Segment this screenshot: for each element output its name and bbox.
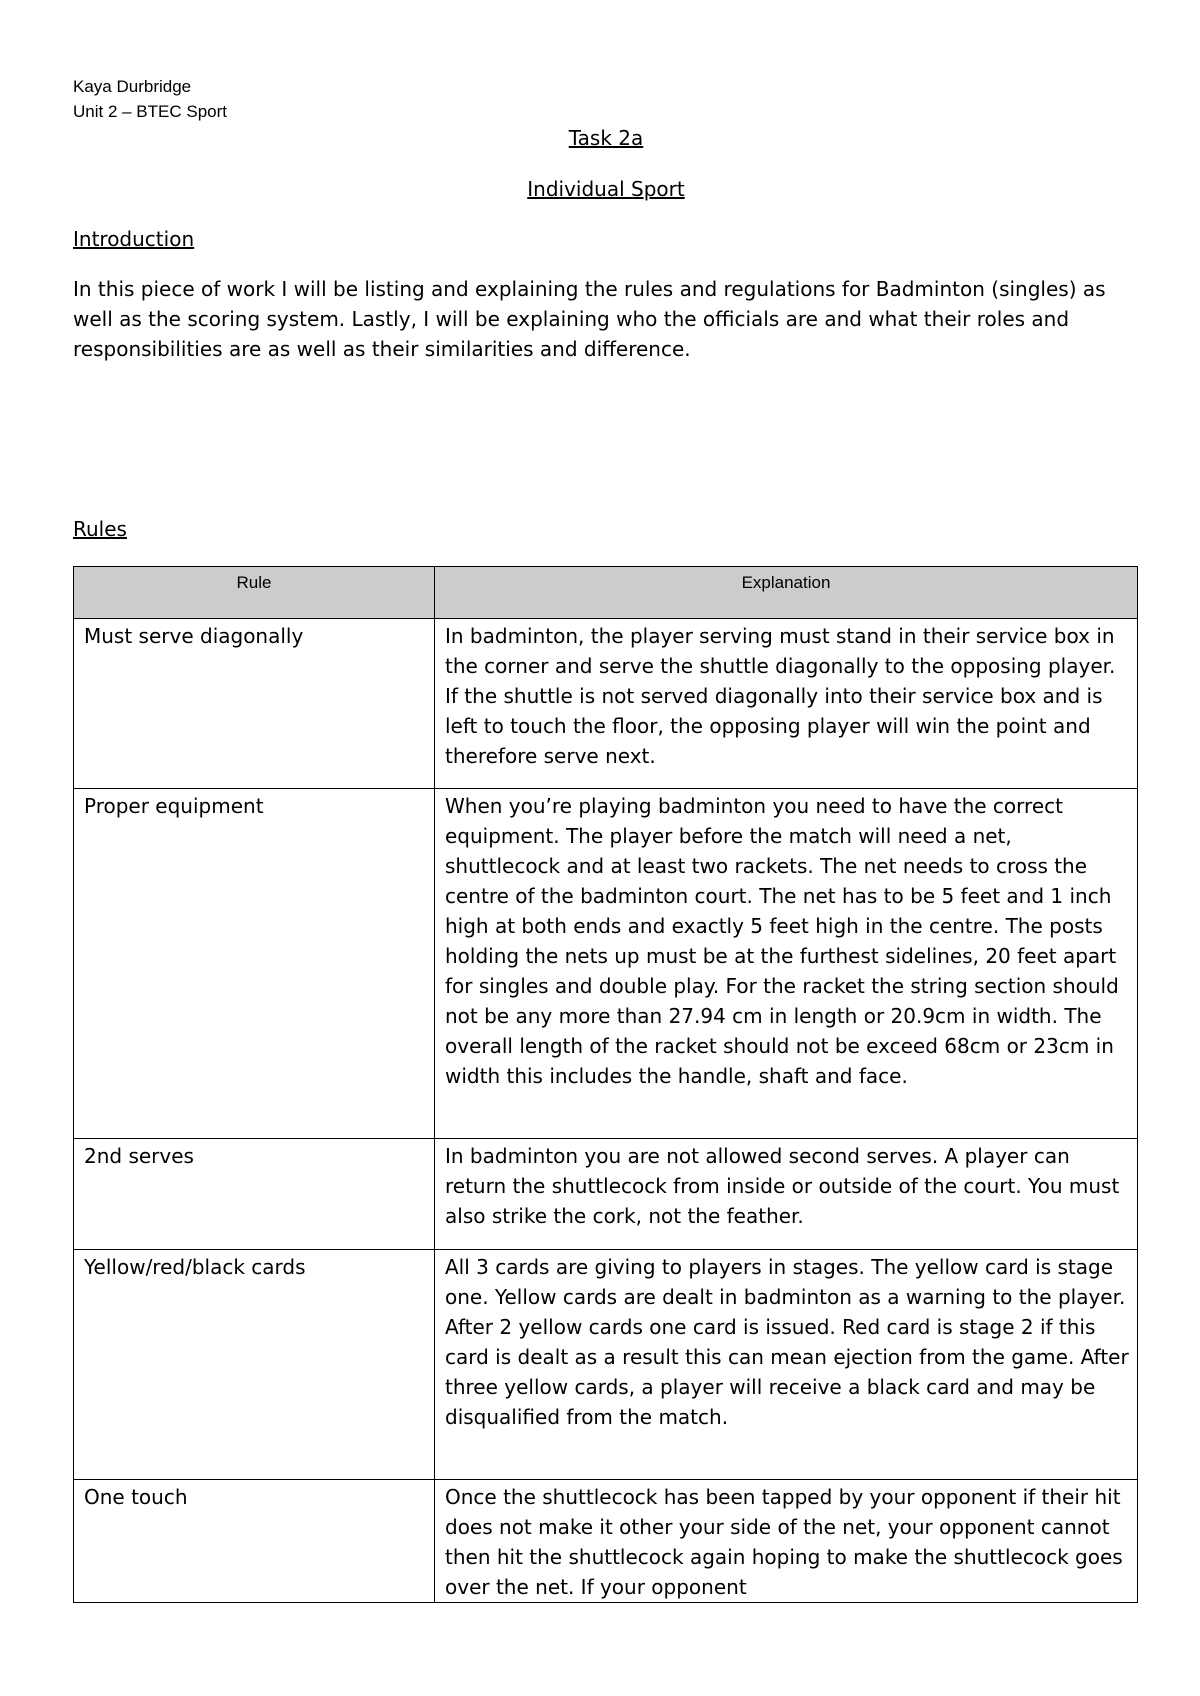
explanation-cell: All 3 cards are giving to players in stages. The yellow card is stage one. Yellow cards are dealt in badminton as a warning to the player. After 2 yellow cards one card is issued. Red card is stage 2 if this card is dealt as a result this can mean ejection from the game. After three yellow cards, a player will receive a black card and may be disqualified from the match. [435, 1250, 1138, 1480]
sport-subtitle: Individual Sport [527, 177, 685, 201]
introduction-paragraph: In this piece of work I will be listing and explaining the rules and regulations for Badminton (singles) as well as the scoring system. Lastly, I will be explaining who the officials are and what their roles and responsibilities are as well as their similarities and difference. [73, 277, 1106, 361]
table-header-row [74, 567, 1138, 619]
rules-heading: Rules [73, 517, 127, 541]
table-row [74, 789, 1138, 1139]
rule-cell: Must serve diagonally [74, 619, 435, 789]
table-row [74, 1480, 1138, 1603]
explanation-cell: Once the shuttlecock has been tapped by your opponent if their hit does not make it other your side of the net, your opponent cannot then hit the shuttlecock again hoping to make the shuttlecock goes over the net. If your opponent [435, 1480, 1138, 1603]
explanation-cell: In badminton, the player serving must stand in their service box in the corner and serve the shuttle diagonally to the opposing player. If the shuttle is not served diagonally into their service box and is left to touch the floor, the opposing player will win the point and therefore serve next. [435, 619, 1138, 789]
rule-cell: Proper equipment [74, 789, 435, 1139]
column-header-explanation: Explanation [435, 567, 1138, 619]
table-row [74, 1139, 1138, 1250]
task-title: Task 2a [568, 126, 644, 150]
column-header-rule: Rule [74, 567, 435, 619]
explanation-cell: When you’re playing badminton you need to have the correct equipment. The player before the match will need a net, shuttlecock and at least two rackets. The net needs to cross the centre of the badminton court. The net has to be 5 feet and 1 inch high at both ends and exactly 5 feet high in the centre. The posts holding the nets up must be at the furthest sidelines, 20 feet apart for singles and double play. For the racket the string section should not be any more than 27.94 cm in length or 20.9cm in width. The overall length of the racket should not be exceed 68cm or 23cm in width this includes the handle, shaft and face. [435, 789, 1138, 1139]
table-row [74, 619, 1138, 789]
rule-cell: 2nd serves [74, 1139, 435, 1250]
introduction-heading: Introduction [73, 227, 195, 251]
unit-label: Unit 2 – BTEC Sport [73, 102, 228, 121]
explanation-cell: In badminton you are not allowed second serves. A player can return the shuttlecock from inside or outside of the court. You must also strike the cork, not the feather. [435, 1139, 1138, 1250]
rules-table [73, 566, 1138, 1603]
table-row [74, 1250, 1138, 1480]
rule-cell: Yellow/red/black cards [74, 1250, 435, 1480]
rule-cell: One touch [74, 1480, 435, 1603]
author-name: Kaya Durbridge [73, 77, 192, 96]
